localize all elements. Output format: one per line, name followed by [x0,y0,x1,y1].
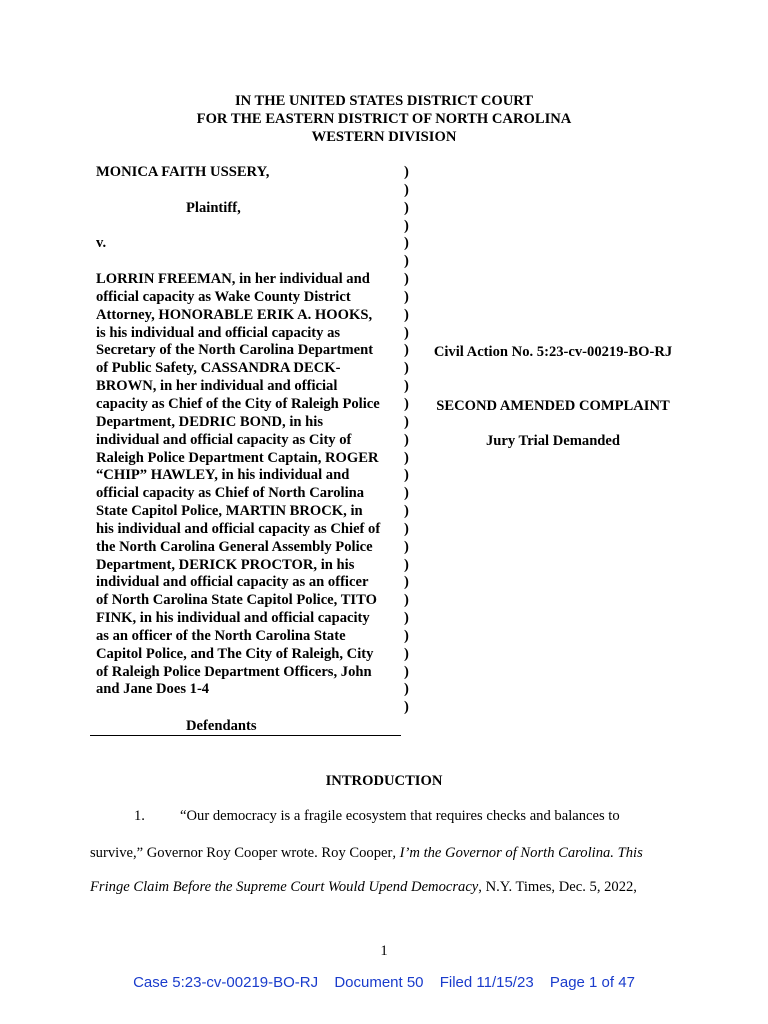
caption-parenthesis: ) [404,288,409,305]
caption-parenthesis: ) [404,181,409,198]
caption-parenthesis: ) [404,520,409,537]
court-name: IN THE UNITED STATES DISTRICT COURT [234,93,534,109]
plaintiff-role: Plaintiff, [186,199,241,216]
citation-title: Fringe Claim Before the Supreme Court Would Upend Democracy [90,879,479,895]
versus: v. [96,235,107,252]
ecf-footer [0,974,768,992]
defendant-line: Raleigh Police Department Captain, ROGER [96,449,379,466]
caption-parenthesis: ) [404,663,409,680]
caption-parenthesis-column [404,164,414,717]
caption-parenthesis: ) [404,503,409,520]
caption-parenthesis: ) [404,360,409,377]
caption-parenthesis: ) [404,538,409,555]
paragraph-text: survive,” Governor Roy Cooper wrote. Roy Cooper [90,845,393,861]
plaintiff-name: MONICA FAITH USSERY, [96,164,270,180]
defendant-line: Secretary of the North Carolina Department [96,342,374,359]
caption-parenthesis: ) [404,610,409,627]
defendant-line: FINK, in his individual and official capacity [96,610,370,627]
defendant-line: Department, DEDRIC BOND, in his [96,413,324,430]
court-division: WESTERN DIVISION [311,129,457,145]
jury-demand: Jury Trial Demanded [485,433,621,449]
caption-parenthesis: ) [404,217,409,234]
defendant-line: of Public Safety, CASSANDRA DECK- [96,360,341,377]
defendant-line: the North Carolina General Assembly Police [96,538,373,555]
caption-parenthesis: ) [404,431,409,448]
caption-parenthesis: ) [404,574,409,591]
caption-parenthesis: ) [404,592,409,609]
defendant-line: Capitol Police, and The City of Raleigh, City [96,645,374,662]
caption-parenthesis: ) [404,306,409,323]
caption-parenthesis: ) [404,467,409,484]
paragraph-line [90,878,670,896]
paragraph-text: , N.Y. Times, Dec. 5, 2022, [478,879,637,895]
caption-parenthesis: ) [404,253,409,270]
defendant-line: LORRIN FREEMAN, in her individual and [96,271,370,288]
defendant-line: “CHIP” HAWLEY, in his individual and [96,467,350,484]
defendant-line: of North Carolina State Capitol Police, TITO [96,592,377,609]
citation-title: , I’m the Governor of North Carolina. This [392,845,643,861]
paragraph-number: 1. [134,808,145,824]
defendant-line: his individual and official capacity as Chief of [96,520,381,537]
caption-parenthesis: ) [404,199,409,216]
defendant-line: BROWN, in her individual and official [96,378,338,395]
footer-page: Page 1 of 47 [549,974,635,991]
caption-parenthesis: ) [404,699,409,716]
paragraph-line: “Our democracy is a fragile ecosystem that requires checks and balances to [180,808,620,824]
defendant-line: Department, DERICK PROCTOR, in his [96,556,355,573]
caption-parenthesis: ) [404,324,409,341]
civil-action-number: Civil Action No. 5:23-cv-00219-BO-RJ [433,344,673,360]
defendant-line: as an officer of the North Carolina State [96,627,346,644]
court-district: FOR THE EASTERN DISTRICT OF NORTH CAROLINA [196,111,572,127]
caption-parenthesis: ) [404,449,409,466]
case-caption-parties [96,164,396,699]
caption-parenthesis: ) [404,681,409,698]
defendant-line: of Raleigh Police Department Officers, John [96,663,372,680]
paragraph-line [90,844,670,862]
caption-parenthesis: ) [404,485,409,502]
footer-filed-date: Filed 11/15/23 [439,974,534,991]
caption-parenthesis: ) [404,556,409,573]
court-heading [0,92,768,146]
defendant-line: is his individual and official capacity as [96,324,341,341]
caption-parenthesis: ) [404,378,409,395]
introduction-heading: INTRODUCTION [325,773,443,789]
defendant-line: State Capitol Police, MARTIN BROCK, in [96,503,363,520]
caption-parenthesis: ) [404,164,409,180]
defendant-line: official capacity as Wake County District [96,288,351,305]
defendant-line: capacity as Chief of the City of Raleigh Police [96,395,380,412]
caption-parenthesis: ) [404,627,409,644]
caption-parenthesis: ) [404,645,409,662]
caption-parenthesis: ) [404,413,409,430]
defendant-line: individual and official capacity as City of [96,431,352,448]
defendant-line: and Jane Does 1-4 [96,681,210,698]
caption-underline [90,735,401,736]
caption-parenthesis: ) [404,342,409,359]
caption-parenthesis: ) [404,235,409,252]
footer-document: Document 50 [334,974,424,991]
footer-case-number: Case 5:23-cv-00219-BO-RJ [133,974,319,991]
page-number: 1 [380,943,388,959]
document-title: SECOND AMENDED COMPLAINT [436,398,670,414]
defendant-line: individual and official capacity as an officer [96,574,369,591]
defendant-line: Attorney, HONORABLE ERIK A. HOOKS, [96,306,373,323]
caption-parenthesis: ) [404,271,409,288]
defendants-role: Defendants [186,718,257,734]
defendant-line: official capacity as Chief of North Carolina [96,485,365,502]
caption-parenthesis: ) [404,395,409,412]
